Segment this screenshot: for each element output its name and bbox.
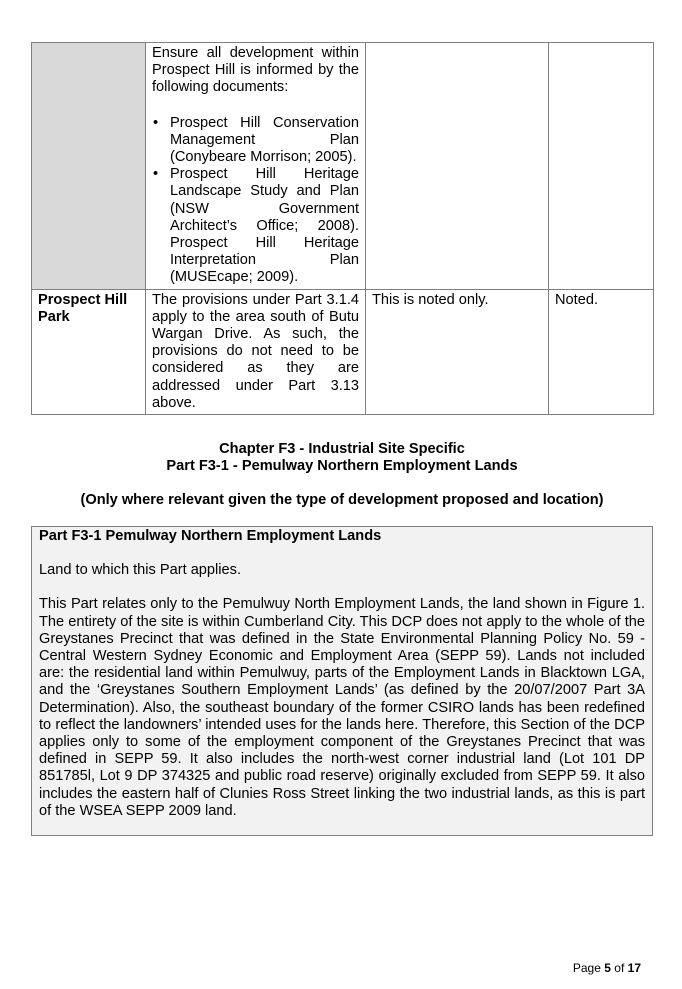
row-heading-cell [32,289,146,414]
provision-cell [146,289,366,414]
of-word: of [614,961,625,975]
document-item: Prospect Hill Heritage Landscape Study and Plan (NSW Government Architect’s Office; 2008). Prospect Hill Heritage Interpretation Plan (MUSEcape; 2009). [170,166,359,286]
part-heading: Part F3-1 - Pemulway Northern Employment Lands [166,458,518,474]
total-pages: 17 [627,961,641,975]
relevance-note: (Only where relevant given the type of development proposed and location) [80,492,604,508]
page-word: Page [572,961,601,975]
bullet-icon: • [153,166,159,183]
provision-intro: Ensure all development within Prospect Hill is informed by the following documents: [152,45,359,96]
document-list [152,115,359,287]
provision-cell [146,43,366,290]
comment-cell [366,289,549,414]
comment-cell [366,43,549,290]
list-item [153,114,359,167]
box-body: This Part relates only to the Pemulwuy North Employment Lands, the land shown in Figure 1. The entirety of the site is within Cumberland City. This DCP does not apply to the whole of the Greystanes Precinct that was defined in the State Environmental Planning Policy No. 59 - Central Western Sydney Economic and Employment Area (SEPP 59). Lands not included are: the residential land within Pemulwuy, parts of the Employment Lands in Blacktown LGA, and the ‘Greystanes Southern Employment Lands’ (as defined by the 20/07/2007 Part 3A Determination). Also, the southeast boundary of the former CSIRO lands has been redefined to reflect the landowners’ intended uses for the lands here. Therefore, this Section of the DCP applies only to some of the employment component of the Greystanes Precinct that was defined in SEPP 59. It also includes the north-west corner industrial land (Lot 101 DP 851785l, Lot 9 DP 374325 and public road reserve) originally excluded from SEPP 59. It also includes the eastern half of Clunies Ross Street linking the two industrial lands, as this is part of the WSEA SEPP 2009 land. [39,596,645,819]
page-number [573,960,641,977]
provision-text: The provisions under Part 3.1.4 apply to the area south of Butu Wargan Drive. As such, the provisions do not need to be considered as they are addressed under Part 3.13 above. [152,291,359,411]
chapter-heading: Chapter F3 - Industrial Site Specific [219,441,465,457]
box-title: Part F3-1 Pemulway Northern Employment Lands [39,528,382,544]
response-text: Noted. [555,291,598,308]
box-subtitle: Land to which this Part applies. [39,562,241,579]
response-cell [549,289,654,414]
table-row [32,43,654,290]
row-heading: Prospect Hill Park [38,291,128,325]
document-item: Prospect Hill Conservation Management Plan (Conybeare Morrison; 2005). [170,114,359,166]
compliance-table [31,42,654,415]
table-row [32,289,654,414]
list-item [153,166,359,286]
current-page: 5 [604,961,611,975]
row-heading-cell [32,43,146,290]
response-cell [549,43,654,290]
part-summary-box [31,526,653,836]
comment-text: This is noted only. [372,291,489,308]
bullet-icon: • [153,114,159,131]
